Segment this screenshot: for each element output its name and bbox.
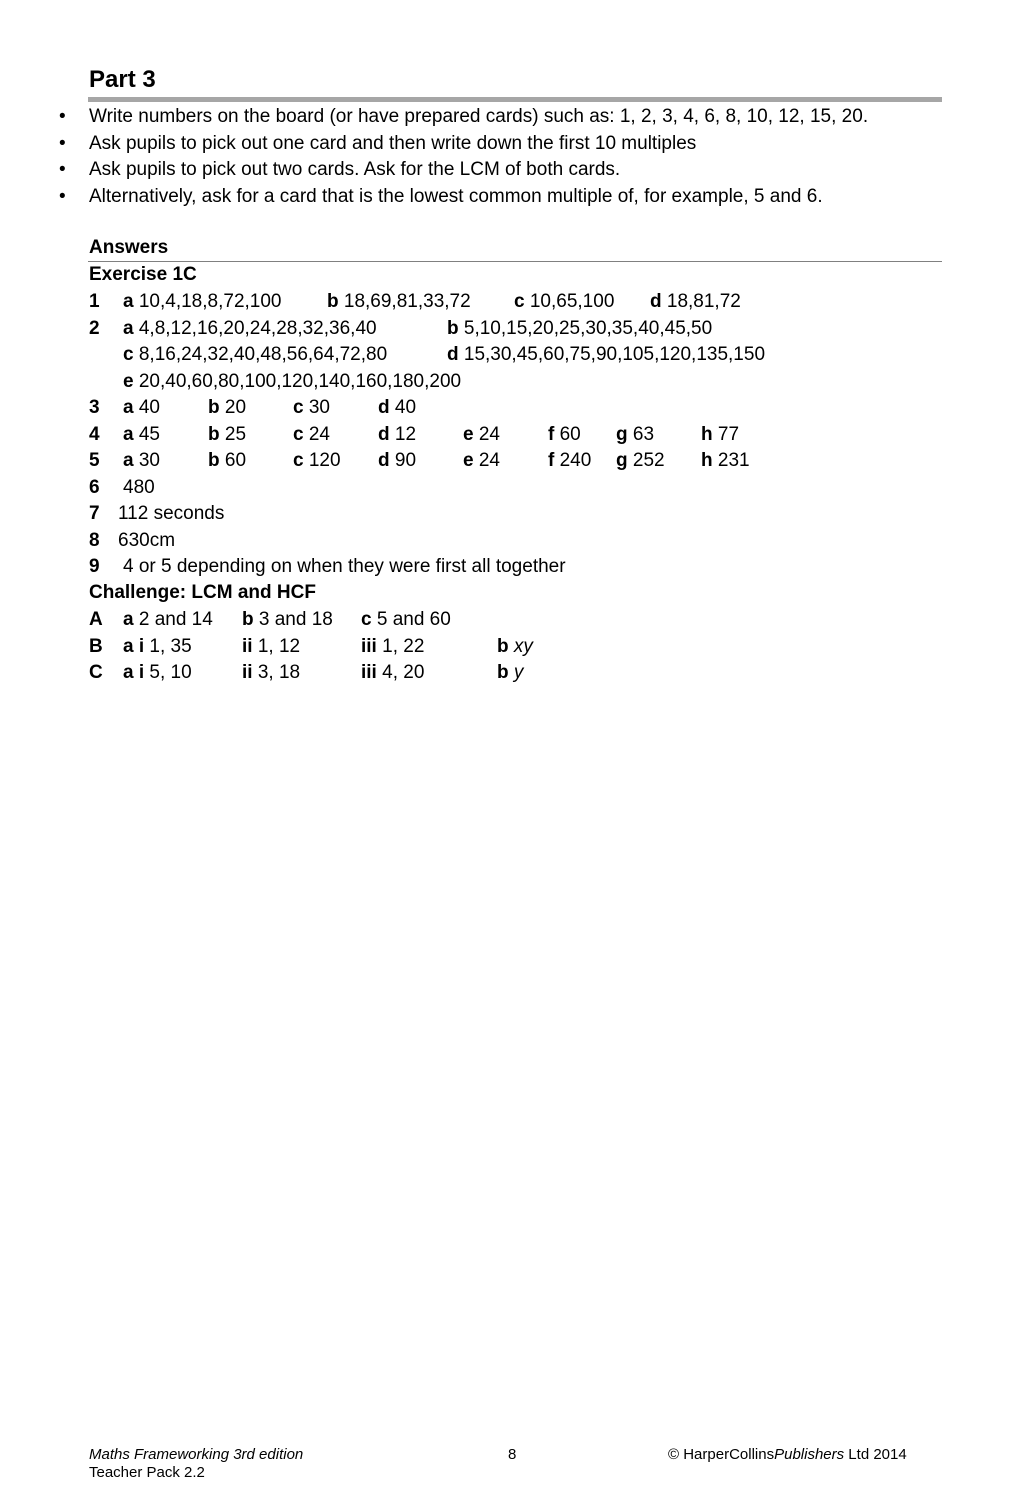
exercise-heading: Exercise 1C bbox=[89, 264, 197, 285]
answer-part: g 252 bbox=[616, 450, 665, 471]
answer-part: ii 1, 12 bbox=[242, 635, 301, 657]
question-number: A bbox=[89, 609, 103, 630]
answer-part: a 45 bbox=[123, 423, 160, 445]
answer-part: c 30 bbox=[293, 397, 330, 418]
page-number: 8 bbox=[508, 1446, 517, 1463]
answer-part: a 2 and 14 bbox=[123, 609, 213, 630]
question-number: 9 bbox=[89, 556, 100, 577]
answer-text: 4 or 5 depending on when they were first all together bbox=[123, 556, 566, 577]
answer-part: iii 1, 22 bbox=[361, 635, 425, 657]
answer-text: 112 seconds bbox=[118, 503, 225, 524]
answer-part: iii 4, 20 bbox=[361, 662, 425, 683]
answer-part: d 40 bbox=[378, 397, 417, 418]
question-number: 2 bbox=[89, 317, 100, 339]
answer-part: e 24 bbox=[463, 423, 500, 445]
footer-copyright: © HarperCollinsPublishers Ltd 2014 bbox=[668, 1446, 907, 1463]
answer-part: b xy bbox=[497, 635, 533, 657]
answer-part: g 63 bbox=[616, 423, 655, 445]
bullet-text: Alternatively, ask for a card that is the lowest common multiple of, for example, 5 and 6. bbox=[89, 185, 823, 207]
bullet-icon: • bbox=[59, 132, 66, 154]
answer-part: c 8,16,24,32,40,48,56,64,72,80 bbox=[123, 344, 388, 365]
answer-part: d 18,81,72 bbox=[650, 291, 741, 312]
title-divider bbox=[88, 97, 942, 102]
question-number: 7 bbox=[89, 503, 100, 524]
bullet-text: Write numbers on the board (or have prepared cards) such as: 1, 2, 3, 4, 6, 8, 10, 12, 15, 20. bbox=[89, 106, 869, 127]
answer-part: h 231 bbox=[701, 450, 750, 471]
footer-book-info bbox=[89, 1446, 303, 1482]
question-number: 1 bbox=[89, 291, 100, 312]
answer-part: d 15,30,45,60,75,90,105,120,135,150 bbox=[447, 344, 766, 365]
bullet-icon: • bbox=[59, 185, 66, 207]
answer-part: f 60 bbox=[548, 423, 581, 445]
answer-part: a 40 bbox=[123, 397, 160, 418]
list-item bbox=[0, 104, 1030, 131]
answer-part: e 20,40,60,80,100,120,140,160,180,200 bbox=[123, 370, 462, 392]
answer-part: b 25 bbox=[208, 423, 247, 445]
answer-part: b 3 and 18 bbox=[242, 609, 333, 630]
answer-part: ii 3, 18 bbox=[242, 662, 301, 683]
answer-part: d 90 bbox=[378, 450, 417, 471]
question-number: 4 bbox=[89, 423, 100, 445]
bullet-text: Ask pupils to pick out one card and then write down the first 10 multiples bbox=[89, 132, 697, 154]
answer-part: c 5 and 60 bbox=[361, 609, 451, 630]
answer-part: a 10,4,18,8,72,100 bbox=[123, 291, 282, 312]
challenge-heading: Challenge: LCM and HCF bbox=[89, 582, 316, 603]
answer-part: h 77 bbox=[701, 423, 740, 445]
answer-part: b 18,69,81,33,72 bbox=[327, 291, 471, 312]
answer-part: b 5,10,15,20,25,30,35,40,45,50 bbox=[447, 317, 713, 339]
question-number: 5 bbox=[89, 450, 100, 471]
page-title: Part 3 bbox=[89, 66, 156, 93]
answer-text: 630cm bbox=[118, 529, 176, 551]
question-number: C bbox=[89, 662, 103, 683]
bullet-list bbox=[0, 104, 1030, 210]
answer-part: c 24 bbox=[293, 423, 330, 445]
question-number: B bbox=[89, 635, 103, 657]
list-item bbox=[0, 157, 1030, 184]
answer-text: 480 bbox=[123, 476, 155, 498]
answer-part: d 12 bbox=[378, 423, 417, 445]
answer-part: a i 5, 10 bbox=[123, 662, 192, 683]
question-number: 8 bbox=[89, 529, 100, 551]
answers-heading: Answers bbox=[89, 237, 169, 258]
answer-part: b y bbox=[497, 662, 524, 683]
footer-book-title: Maths Frameworking 3rd edition bbox=[89, 1446, 304, 1463]
list-item bbox=[0, 184, 1030, 211]
bullet-icon: • bbox=[59, 159, 66, 180]
answer-part: c 120 bbox=[293, 450, 341, 471]
answer-part: b 20 bbox=[208, 397, 247, 418]
answer-part: e 24 bbox=[463, 450, 500, 471]
bullet-icon: • bbox=[59, 106, 66, 127]
answer-part: a 4,8,12,16,20,24,28,32,36,40 bbox=[123, 317, 377, 339]
bullet-text: Ask pupils to pick out two cards. Ask for the LCM of both cards. bbox=[89, 159, 621, 180]
answer-part: a i 1, 35 bbox=[123, 635, 192, 657]
answers-divider bbox=[88, 261, 942, 262]
list-item bbox=[0, 131, 1030, 158]
answer-part: a 30 bbox=[123, 450, 160, 471]
question-number: 3 bbox=[89, 397, 100, 418]
footer-pack: Teacher Pack 2.2 bbox=[89, 1464, 205, 1481]
answer-part: f 240 bbox=[548, 450, 592, 471]
question-number: 6 bbox=[89, 476, 100, 498]
answer-part: b 60 bbox=[208, 450, 247, 471]
answer-part: c 10,65,100 bbox=[514, 291, 615, 312]
